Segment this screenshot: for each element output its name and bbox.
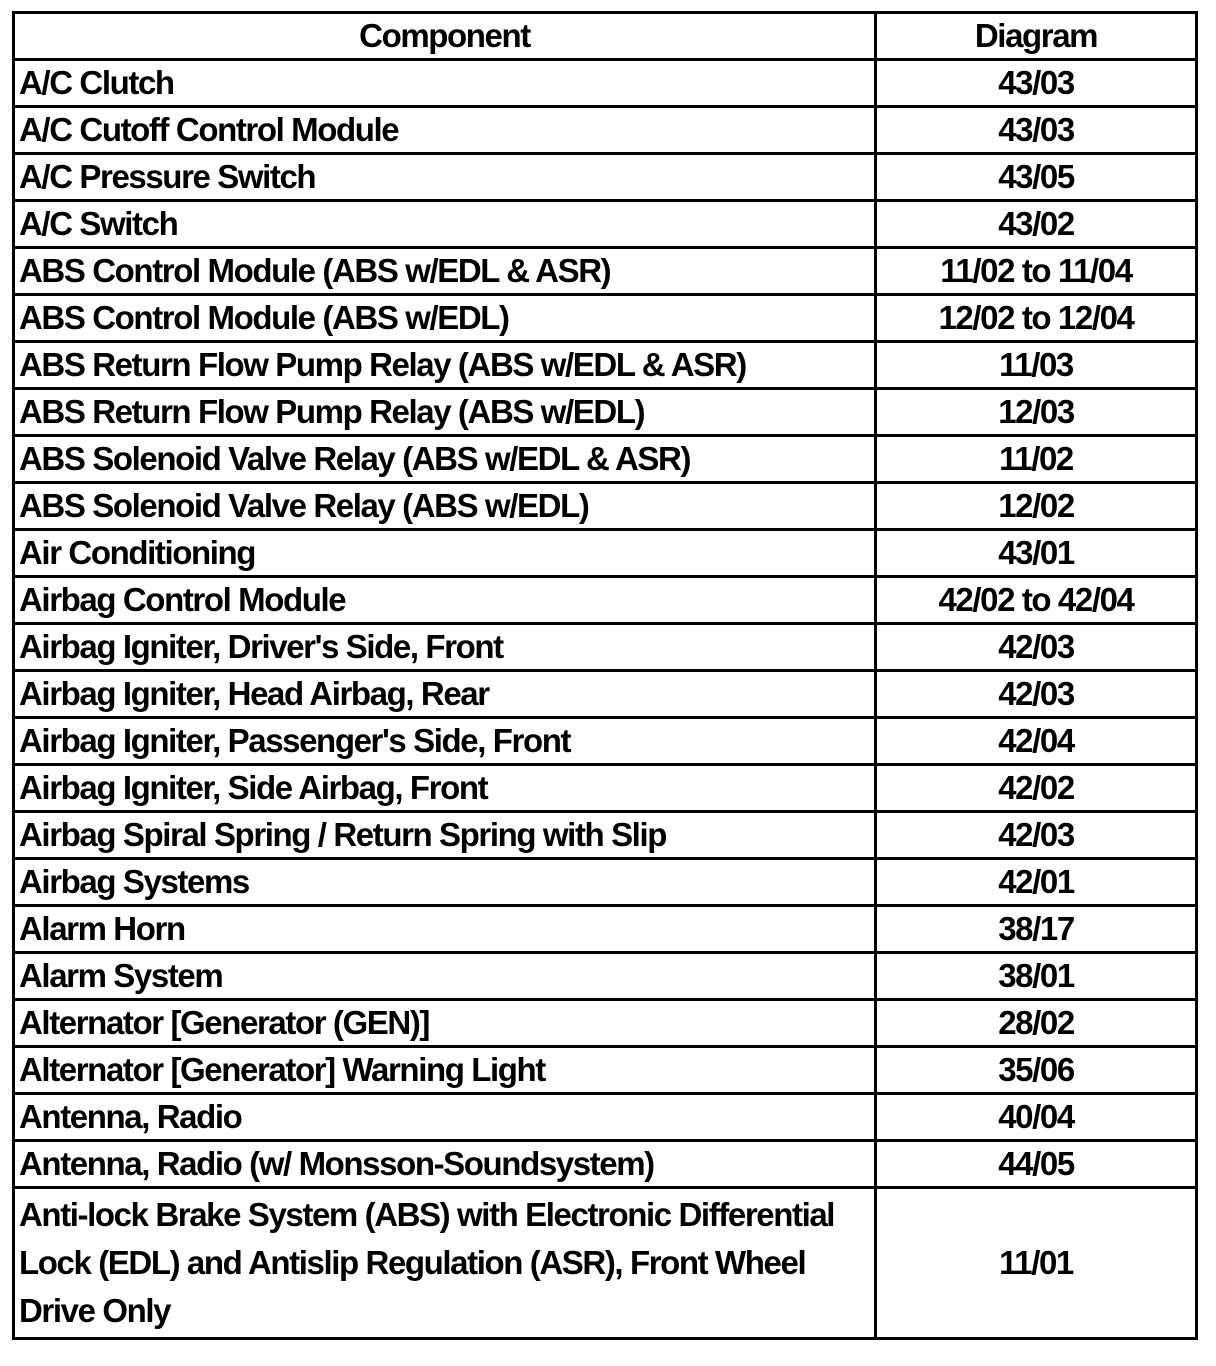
- table-row: [14, 154, 1197, 201]
- diagram-cell: 42/02 to 42/04: [876, 577, 1197, 624]
- diagram-cell: 28/02: [876, 1000, 1197, 1047]
- diagram-cell: 42/03: [876, 671, 1197, 718]
- component-cell: Antenna, Radio (w/ Monsson-Soundsystem): [14, 1141, 876, 1188]
- table-row: [14, 624, 1197, 671]
- component-index-sheet: [12, 11, 1195, 1340]
- component-cell: Airbag Systems: [14, 859, 876, 906]
- diagram-column-header: Diagram: [876, 13, 1197, 60]
- diagram-cell: 40/04: [876, 1094, 1197, 1141]
- component-cell: ABS Return Flow Pump Relay (ABS w/EDL): [14, 389, 876, 436]
- component-cell: Air Conditioning: [14, 530, 876, 577]
- table-row: [14, 483, 1197, 530]
- diagram-cell: 11/01: [876, 1188, 1197, 1339]
- table-row: [14, 1000, 1197, 1047]
- diagram-cell: 12/02: [876, 483, 1197, 530]
- diagram-cell: 11/02 to 11/04: [876, 248, 1197, 295]
- diagram-cell: 43/05: [876, 154, 1197, 201]
- diagram-cell: 12/02 to 12/04: [876, 295, 1197, 342]
- component-cell: ABS Control Module (ABS w/EDL): [14, 295, 876, 342]
- component-cell: A/C Switch: [14, 201, 876, 248]
- table-row: [14, 295, 1197, 342]
- table-row: [14, 1141, 1197, 1188]
- table-row: [14, 1047, 1197, 1094]
- diagram-cell: 38/17: [876, 906, 1197, 953]
- table-row: [14, 906, 1197, 953]
- diagram-cell: 42/04: [876, 718, 1197, 765]
- component-cell: ABS Control Module (ABS w/EDL & ASR): [14, 248, 876, 295]
- table-row: [14, 389, 1197, 436]
- table-row: [14, 718, 1197, 765]
- diagram-cell: 43/01: [876, 530, 1197, 577]
- table-row: [14, 953, 1197, 1000]
- table-row: [14, 859, 1197, 906]
- diagram-cell: 44/05: [876, 1141, 1197, 1188]
- table-row: [14, 577, 1197, 624]
- table-row: [14, 342, 1197, 389]
- diagram-cell: 43/03: [876, 107, 1197, 154]
- table-row: [14, 201, 1197, 248]
- component-cell: ABS Return Flow Pump Relay (ABS w/EDL & ASR): [14, 342, 876, 389]
- table-row: [14, 1188, 1197, 1339]
- component-cell: Airbag Igniter, Side Airbag, Front: [14, 765, 876, 812]
- table-row: [14, 107, 1197, 154]
- table-row: [14, 812, 1197, 859]
- diagram-cell: 35/06: [876, 1047, 1197, 1094]
- table-row: [14, 436, 1197, 483]
- component-cell: Airbag Spiral Spring / Return Spring with Slip: [14, 812, 876, 859]
- component-cell: A/C Cutoff Control Module: [14, 107, 876, 154]
- component-cell: Alarm System: [14, 953, 876, 1000]
- component-cell: Alternator [Generator] Warning Light: [14, 1047, 876, 1094]
- diagram-cell: 42/02: [876, 765, 1197, 812]
- component-cell: Alarm Horn: [14, 906, 876, 953]
- table-row: [14, 530, 1197, 577]
- table-row: [14, 248, 1197, 295]
- diagram-cell: 11/03: [876, 342, 1197, 389]
- table-row: [14, 60, 1197, 107]
- component-cell: A/C Clutch: [14, 60, 876, 107]
- table-row: [14, 765, 1197, 812]
- component-cell: Alternator [Generator (GEN)]: [14, 1000, 876, 1047]
- diagram-cell: 38/01: [876, 953, 1197, 1000]
- component-cell: Airbag Igniter, Driver's Side, Front: [14, 624, 876, 671]
- component-cell: Anti-lock Brake System (ABS) with Electronic Differential Lock (EDL) and Antislip Regulation (ASR), Front Wheel Drive Only: [14, 1188, 876, 1339]
- diagram-cell: 42/03: [876, 812, 1197, 859]
- component-cell: Airbag Control Module: [14, 577, 876, 624]
- component-cell: Antenna, Radio: [14, 1094, 876, 1141]
- table-header-row: [14, 13, 1197, 60]
- component-cell: ABS Solenoid Valve Relay (ABS w/EDL & ASR): [14, 436, 876, 483]
- diagram-cell: 43/02: [876, 201, 1197, 248]
- table-row: [14, 1094, 1197, 1141]
- diagram-cell: 11/02: [876, 436, 1197, 483]
- component-cell: Airbag Igniter, Passenger's Side, Front: [14, 718, 876, 765]
- component-cell: Airbag Igniter, Head Airbag, Rear: [14, 671, 876, 718]
- component-column-header: Component: [14, 13, 876, 60]
- diagram-cell: 42/01: [876, 859, 1197, 906]
- diagram-cell: 43/03: [876, 60, 1197, 107]
- diagram-cell: 42/03: [876, 624, 1197, 671]
- component-diagram-table: [12, 11, 1198, 1340]
- component-cell: A/C Pressure Switch: [14, 154, 876, 201]
- diagram-cell: 12/03: [876, 389, 1197, 436]
- component-cell: ABS Solenoid Valve Relay (ABS w/EDL): [14, 483, 876, 530]
- table-row: [14, 671, 1197, 718]
